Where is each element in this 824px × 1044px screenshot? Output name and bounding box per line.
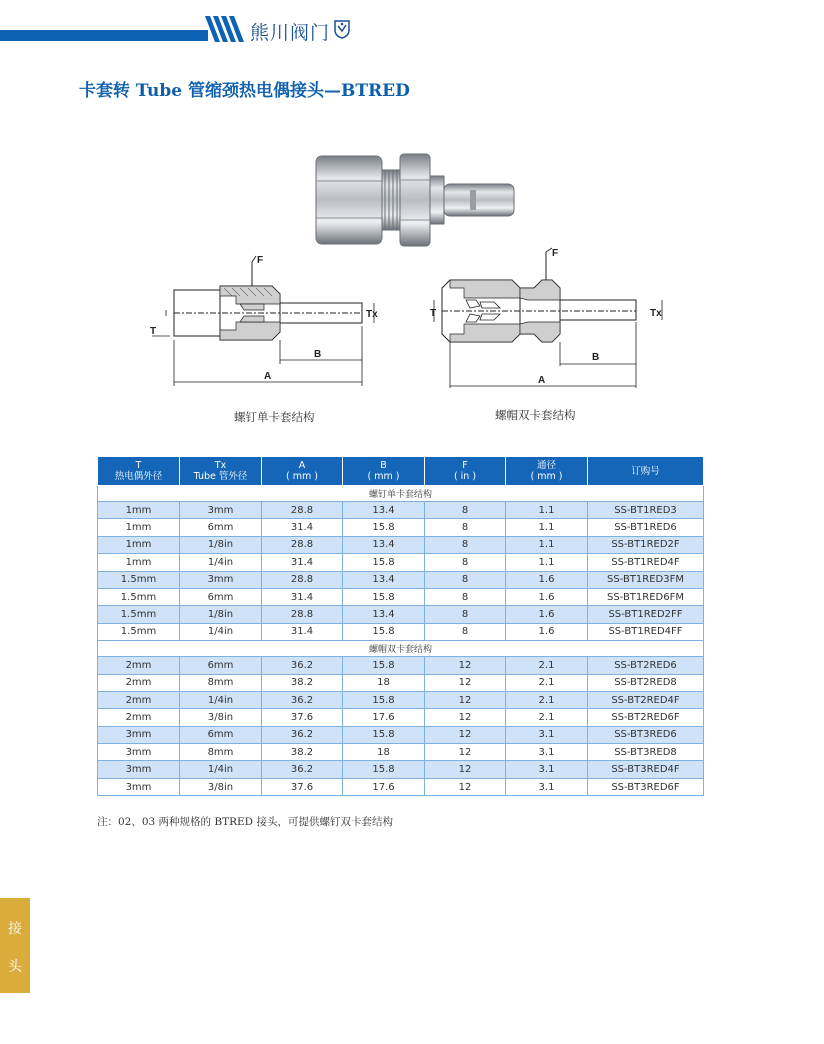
cell-tx: 3mm [180,571,262,588]
header-order-number: 订购号 [588,457,704,486]
cell-t: 1mm [98,519,180,536]
cell-tx: 1/4in [180,623,262,640]
cell-bore: 2.1 [506,691,588,708]
table-row [98,536,704,553]
double-ferrule-caption: 螺帽双卡套结构 [495,408,576,422]
cell-a: 37.6 [262,709,343,726]
table-header-row [98,457,704,486]
cell-tx: 8mm [180,674,262,691]
cell-f: 12 [425,761,506,778]
table-section-row [98,641,704,657]
cell-tx: 6mm [180,726,262,743]
dim-label-f-right: F [552,248,559,259]
double-ferrule-drawing [424,246,670,392]
cell-tx: 8mm [180,744,262,761]
table-row [98,502,704,519]
cell-b: 13.4 [343,536,425,553]
footnote: 注：02、03 两种规格的 BTRED 接头，可提供螺钉双卡套结构 [97,816,393,828]
cell-tx: 6mm [180,657,262,674]
cell-tx: 1/8in [180,606,262,623]
cell-t: 1mm [98,502,180,519]
header-t: T 热电偶外径 [98,457,180,486]
cell-b: 18 [343,674,425,691]
table-row [98,657,704,674]
table-row [98,623,704,640]
cell-t: 2mm [98,674,180,691]
cell-f: 12 [425,691,506,708]
cell-a: 36.2 [262,691,343,708]
cell-a: 36.2 [262,761,343,778]
header-tx: Tx Tube 管外径 [180,457,262,486]
cell-bore: 3.1 [506,761,588,778]
cell-t: 1mm [98,554,180,571]
cell-a: 38.2 [262,674,343,691]
cell-b: 15.8 [343,588,425,605]
page-title: 卡套转 Tube 管缩颈热电偶接头—BTRED [79,81,410,101]
table-row [98,571,704,588]
dim-label-b: B [314,349,322,360]
cell-f: 12 [425,726,506,743]
header-b: B ( mm ) [343,457,425,486]
table-row [98,761,704,778]
header-stripes-decoration [205,16,245,42]
cell-t: 3mm [98,761,180,778]
cell-bore: 3.1 [506,744,588,761]
cell-b: 17.6 [343,778,425,795]
cell-order-number: SS-BT1RED2FF [588,606,704,623]
side-tab-char-1: 接 [8,921,22,937]
cell-bore: 3.1 [506,778,588,795]
brand-name: 熊川阀门 [250,22,331,44]
table-row [98,588,704,605]
section-title: 螺钉单卡套结构 [98,486,704,502]
cell-bore: 1.6 [506,588,588,605]
cell-bore: 1.1 [506,536,588,553]
cell-tx: 6mm [180,519,262,536]
header-bore: 通径 ( mm ) [506,457,588,486]
cell-f: 12 [425,657,506,674]
header-accent-bar [0,30,208,41]
cell-f: 8 [425,623,506,640]
cell-order-number: SS-BT1RED4FF [588,623,704,640]
table-row [98,606,704,623]
cell-bore: 1.6 [506,571,588,588]
cell-order-number: SS-BT1RED2F [588,536,704,553]
cell-b: 17.6 [343,709,425,726]
cell-a: 28.8 [262,502,343,519]
dim-label-a-right: A [538,375,546,386]
cell-b: 15.8 [343,554,425,571]
single-ferrule-drawing [140,250,380,390]
table-row [98,726,704,743]
cell-tx: 1/4in [180,761,262,778]
cell-a: 31.4 [262,588,343,605]
cell-bore: 1.1 [506,502,588,519]
table-row [98,554,704,571]
cell-b: 18 [343,744,425,761]
cell-order-number: SS-BT1RED3FM [588,571,704,588]
table-row [98,519,704,536]
cell-order-number: SS-BT2RED6 [588,657,704,674]
single-ferrule-caption: 螺钉单卡套结构 [234,410,315,424]
cell-b: 15.8 [343,623,425,640]
cell-order-number: SS-BT2RED8 [588,674,704,691]
cell-order-number: SS-BT2RED6F [588,709,704,726]
cell-f: 8 [425,606,506,623]
cell-tx: 3mm [180,502,262,519]
cell-b: 15.8 [343,657,425,674]
cell-a: 31.4 [262,623,343,640]
cell-b: 15.8 [343,761,425,778]
cell-a: 28.8 [262,536,343,553]
shield-logo-icon [332,19,352,39]
cell-bore: 2.1 [506,674,588,691]
cell-order-number: SS-BT3RED6F [588,778,704,795]
cell-bore: 1.1 [506,554,588,571]
cell-t: 3mm [98,726,180,743]
cell-b: 15.8 [343,691,425,708]
cell-t: 1.5mm [98,571,180,588]
cell-b: 15.8 [343,519,425,536]
cell-bore: 1.1 [506,519,588,536]
cell-tx: 1/4in [180,554,262,571]
cell-f: 12 [425,674,506,691]
cell-order-number: SS-BT1RED3 [588,502,704,519]
cell-bore: 1.6 [506,606,588,623]
section-title: 螺帽双卡套结构 [98,641,704,657]
cell-order-number: SS-BT3RED4F [588,761,704,778]
cell-f: 8 [425,502,506,519]
cell-a: 31.4 [262,519,343,536]
cell-f: 8 [425,588,506,605]
cell-f: 8 [425,536,506,553]
cell-bore: 3.1 [506,726,588,743]
cell-a: 36.2 [262,726,343,743]
product-photo [312,146,524,254]
cell-t: 1.5mm [98,588,180,605]
header-a: A ( mm ) [262,457,343,486]
cell-b: 13.4 [343,606,425,623]
cell-order-number: SS-BT2RED4F [588,691,704,708]
cell-a: 28.8 [262,571,343,588]
spec-table [97,456,704,796]
cell-t: 1.5mm [98,623,180,640]
section-side-tab [0,898,30,993]
dim-label-a: A [264,371,272,382]
dim-label-t-right: T [430,308,437,319]
cell-bore: 1.6 [506,623,588,640]
cell-a: 36.2 [262,657,343,674]
cell-t: 2mm [98,657,180,674]
cell-f: 12 [425,744,506,761]
cell-a: 28.8 [262,606,343,623]
table-row [98,674,704,691]
dim-label-b-right: B [592,352,600,363]
cell-t: 3mm [98,744,180,761]
cell-b: 13.4 [343,571,425,588]
cell-t: 2mm [98,691,180,708]
dim-label-f: F [257,255,264,266]
cell-t: 3mm [98,778,180,795]
cell-f: 12 [425,709,506,726]
cell-f: 8 [425,519,506,536]
cell-t: 2mm [98,709,180,726]
cell-bore: 2.1 [506,709,588,726]
dim-label-t: T [150,326,157,337]
cell-bore: 2.1 [506,657,588,674]
cell-f: 12 [425,778,506,795]
table-row [98,709,704,726]
cell-order-number: SS-BT3RED8 [588,744,704,761]
cell-t: 1.5mm [98,606,180,623]
dim-label-tx: Tx [366,309,378,320]
cell-a: 31.4 [262,554,343,571]
table-row [98,691,704,708]
cell-b: 15.8 [343,726,425,743]
cell-tx: 1/8in [180,536,262,553]
cell-order-number: SS-BT1RED4F [588,554,704,571]
table-row [98,744,704,761]
cell-order-number: SS-BT1RED6FM [588,588,704,605]
cell-tx: 6mm [180,588,262,605]
cell-b: 13.4 [343,502,425,519]
side-tab-char-2: 头 [8,959,22,975]
cell-a: 38.2 [262,744,343,761]
cell-tx: 1/4in [180,691,262,708]
cell-a: 37.6 [262,778,343,795]
cell-order-number: SS-BT3RED6 [588,726,704,743]
cell-tx: 3/8in [180,709,262,726]
cell-order-number: SS-BT1RED6 [588,519,704,536]
cell-tx: 3/8in [180,778,262,795]
cell-f: 8 [425,571,506,588]
table-section-row [98,486,704,502]
cell-f: 8 [425,554,506,571]
header-f: F ( in ) [425,457,506,486]
dim-label-tx-right: Tx [650,308,662,319]
cell-t: 1mm [98,536,180,553]
table-row [98,778,704,795]
